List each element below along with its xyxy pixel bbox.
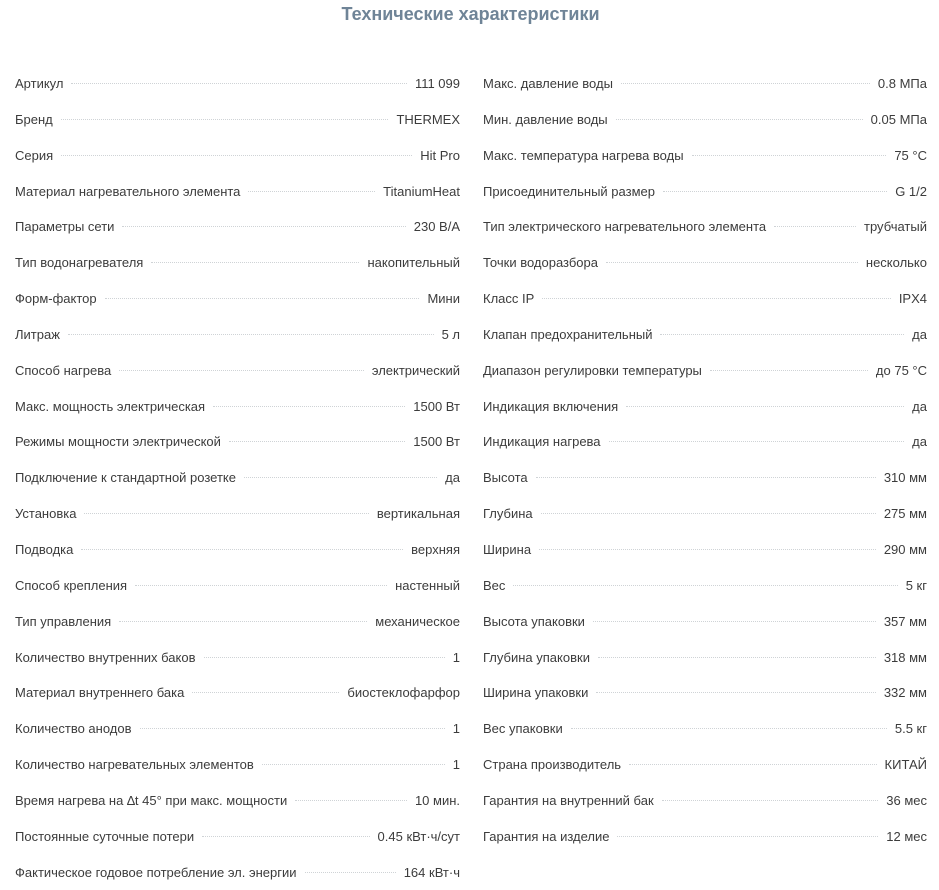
spec-row [15,281,460,317]
dotted-leader [606,262,858,263]
spec-value: электрический [371,362,460,378]
spec-value: настенный [395,577,460,593]
spec-row [15,245,460,281]
spec-label: Установка [15,506,77,522]
spec-value: 5 л [441,326,460,342]
spec-label: Высота упаковки [483,613,585,629]
spec-label: Подключение к стандартной розетке [15,470,236,486]
spec-value: 0.8 МПа [877,76,927,91]
dotted-leader [81,549,403,550]
spec-label: Тип управления [15,613,112,629]
dotted-leader [513,585,897,586]
spec-row [15,711,460,747]
spec-label: Гарантия на изделие [483,828,610,844]
spec-label: Материал внутреннего бака [15,685,185,701]
spec-row [15,675,460,711]
spec-value: 75 °C [894,147,927,163]
spec-row [483,532,927,568]
dotted-leader [593,621,876,622]
dotted-leader [295,800,407,801]
spec-row [15,389,460,425]
dotted-leader [84,513,368,514]
spec-row [15,66,460,102]
spec-value: 5.5 кг [894,721,927,737]
spec-row [483,640,927,676]
spec-row [15,604,460,640]
dotted-leader [135,585,387,586]
spec-label: Клапан предохранительный [483,326,653,342]
spec-label: Серия [15,147,54,163]
dotted-leader [192,692,339,693]
dotted-leader [774,226,856,227]
spec-value: THERMEX [396,111,460,127]
spec-row [15,496,460,532]
dotted-leader [662,800,879,801]
spec-label: Способ крепления [15,577,128,593]
spec-label: Бренд [15,111,53,127]
spec-row [15,819,460,855]
spec-label: Гарантия на внутренний бак [483,792,654,808]
spec-value: вертикальная [376,506,460,522]
spec-value: биостеклофарфор [347,685,460,701]
spec-value: Мини [427,291,460,307]
dotted-leader [609,441,905,442]
spec-row [15,640,460,676]
specs-column-left [15,66,460,890]
spec-row [483,281,927,317]
spec-label: Время нагрева на ∆t 45° при макс. мощности [15,792,288,808]
spec-value: верхняя [411,541,460,557]
spec-row [15,353,460,389]
spec-value: да [912,434,927,450]
spec-value: 1500 Вт [413,434,460,450]
spec-value: TitaniumHeat [383,183,460,199]
spec-label: Ширина [483,541,532,557]
dotted-leader [660,334,904,335]
spec-label: Макс. давление воды [483,76,613,91]
spec-label: Присоединительный размер [483,183,655,199]
spec-row [15,855,460,890]
spec-label: Артикул [15,76,64,91]
spec-value: 0.05 МПа [870,111,927,127]
spec-value: 111 099 [414,76,460,91]
dotted-leader [663,191,887,192]
spec-value: 1 [452,757,460,773]
spec-row [483,568,927,604]
spec-value: КИТАЙ [884,757,927,773]
dotted-leader [536,477,876,478]
spec-row [15,174,460,210]
spec-row [483,783,927,819]
spec-label: Режимы мощности электрической [15,434,221,450]
spec-value: 164 кВт·ч [403,864,460,880]
spec-label: Глубина упаковки [483,649,590,665]
dotted-leader [244,477,437,478]
dotted-leader [204,657,445,658]
spec-value: 275 мм [883,506,927,522]
spec-value: несколько [865,255,927,271]
spec-label: Форм-фактор [15,291,97,307]
spec-label: Количество нагревательных элементов [15,757,254,773]
spec-value: механическое [375,613,460,629]
dotted-leader [710,370,868,371]
dotted-leader [621,83,870,84]
spec-value: да [912,326,927,342]
spec-label: Тип электрического нагревательного элемента [483,219,767,235]
section-title: Технические характеристики [341,4,600,24]
spec-row [15,532,460,568]
spec-row [483,711,927,747]
spec-value: 290 мм [883,541,927,557]
spec-row [483,819,927,855]
spec-label: Вес [483,577,506,593]
dotted-leader [542,298,891,299]
spec-label: Количество внутренних баков [15,649,196,665]
spec-label: Постоянные суточные потери [15,828,195,844]
spec-value: IPX4 [898,291,927,307]
spec-row [15,783,460,819]
spec-row [15,317,460,353]
spec-value: накопительный [367,255,460,271]
spec-label: Ширина упаковки [483,685,589,701]
spec-row [483,353,927,389]
specs-column-right [483,66,927,855]
spec-label: Количество анодов [15,721,132,737]
dotted-leader [140,728,445,729]
spec-label: Класс IP [483,291,535,307]
spec-label: Макс. температура нагрева воды [483,147,684,163]
dotted-leader [119,370,364,371]
spec-value: 318 мм [883,649,927,665]
dotted-leader [629,764,876,765]
spec-value: 5 кг [905,577,927,593]
dotted-leader [122,226,405,227]
dotted-leader [229,441,405,442]
spec-value: 310 мм [883,470,927,486]
spec-label: Макс. мощность электрическая [15,398,206,414]
spec-value: да [445,470,460,486]
dotted-leader [213,406,405,407]
spec-row [15,424,460,460]
spec-row [15,138,460,174]
spec-label: Мин. давление воды [483,111,608,127]
spec-label: Глубина [483,506,533,522]
dotted-leader [541,513,876,514]
spec-row [483,209,927,245]
spec-row [483,66,927,102]
spec-label: Тип водонагревателя [15,255,144,271]
spec-row [483,675,927,711]
spec-row [483,604,927,640]
spec-label: Индикация включения [483,398,619,414]
dotted-leader [596,692,875,693]
spec-label: Подводка [15,541,74,557]
dotted-leader [539,549,876,550]
dotted-leader [248,191,375,192]
spec-value: 10 мин. [414,792,460,808]
spec-row [483,317,927,353]
spec-row [483,102,927,138]
dotted-leader [61,155,412,156]
dotted-leader [119,621,367,622]
dotted-leader [68,334,434,335]
spec-label: Диапазон регулировки температуры [483,362,702,378]
spec-value: 36 мес [886,792,927,808]
spec-value: 230 В/А [413,219,460,235]
dotted-leader [571,728,887,729]
spec-row [15,209,460,245]
spec-row [15,568,460,604]
spec-row [483,747,927,783]
dotted-leader [305,872,396,873]
spec-label: Страна производитель [483,757,622,773]
spec-value: трубчатый [864,219,927,235]
dotted-leader [262,764,445,765]
spec-row [483,138,927,174]
spec-value: G 1/2 [895,183,927,199]
spec-label: Фактическое годовое потребление эл. энергии [15,864,297,880]
spec-row [15,747,460,783]
spec-label: Литраж [15,326,60,342]
spec-label: Вес упаковки [483,721,563,737]
dotted-leader [692,155,887,156]
spec-value: да [912,398,927,414]
spec-row [15,102,460,138]
spec-value: 1 [452,721,460,737]
dotted-leader [105,298,420,299]
spec-value: 332 мм [883,685,927,701]
spec-label: Способ нагрева [15,362,112,378]
spec-row [15,460,460,496]
spec-label: Точки водоразбора [483,255,598,271]
spec-value: Hit Pro [420,147,460,163]
spec-row [483,496,927,532]
spec-row [483,174,927,210]
dotted-leader [71,83,406,84]
spec-row [483,245,927,281]
spec-label: Параметры сети [15,219,115,235]
dotted-leader [617,836,878,837]
spec-value: 1500 Вт [413,398,460,414]
spec-value: до 75 °C [875,362,927,378]
spec-row [483,424,927,460]
dotted-leader [598,657,876,658]
spec-value: 1 [452,649,460,665]
spec-value: 12 мес [886,828,927,844]
dotted-leader [151,262,359,263]
dotted-leader [61,119,389,120]
dotted-leader [616,119,863,120]
spec-row [483,389,927,425]
spec-label: Высота [483,470,528,486]
spec-label: Индикация нагрева [483,434,601,450]
dotted-leader [202,836,369,837]
spec-value: 357 мм [883,613,927,629]
dotted-leader [626,406,904,407]
spec-row [483,460,927,496]
spec-label: Материал нагревательного элемента [15,183,241,199]
spec-value: 0.45 кВт·ч/сут [377,828,460,844]
